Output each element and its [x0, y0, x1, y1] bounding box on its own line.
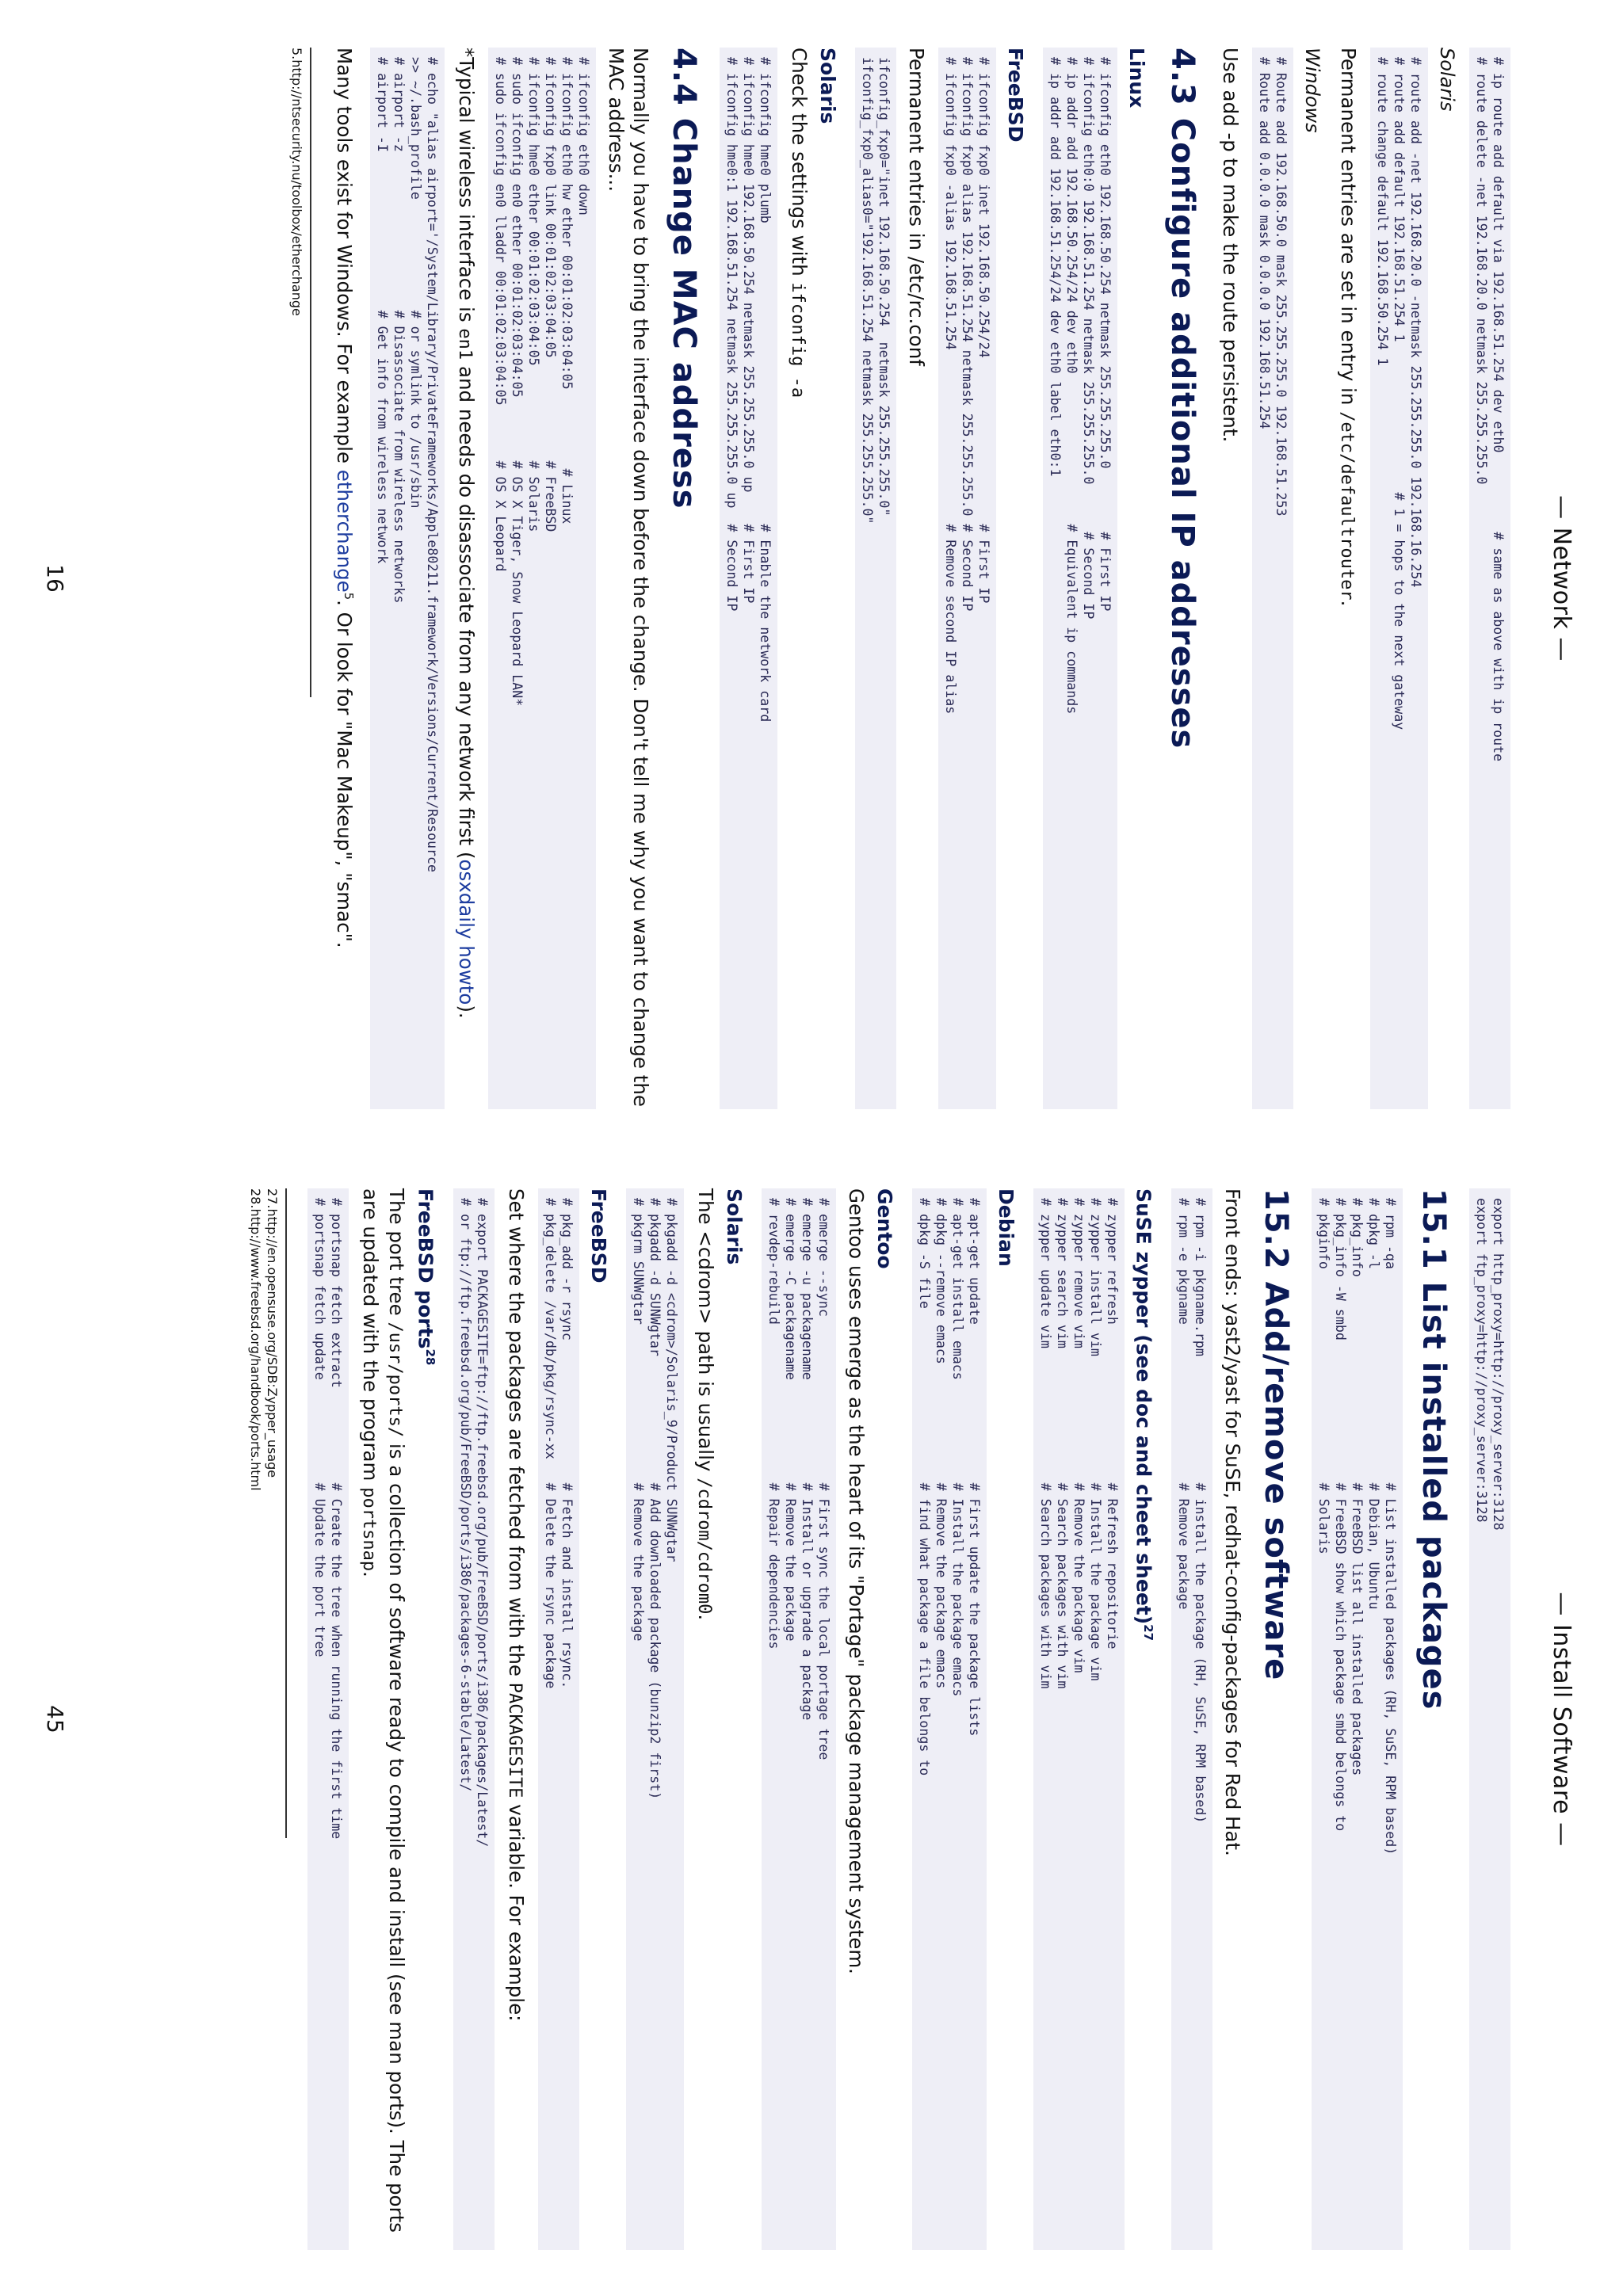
paragraph-cdrom: [692, 1188, 718, 2250]
code-block-portsnap: # portsnap fetch extract # Create the tree when running the first time # portsnap fetch update # Update the port tree: [307, 1188, 349, 2250]
subheading-solaris: Solaris: [722, 1188, 746, 1265]
running-head: — Install Software —: [1548, 1592, 1575, 1847]
text: The <cdrom> path is usually: [693, 1188, 717, 1478]
command-ifconfig: ifconfig -a: [788, 282, 808, 399]
subheading-freebsd: FreeBSD: [1004, 48, 1027, 143]
code-block-proxy: export http_proxy=http://proxy_server:3128 export ftp_proxy=http://proxy_server:3128: [1469, 1188, 1510, 2250]
var-packagesite: PACKAGESITE: [504, 1682, 525, 1798]
paragraph-persistent: Use add -p to make the route persistent.: [1219, 48, 1242, 443]
code-block-linux-ip: # ifconfig eth0 192.168.50.254 netmask 255.255.255.0 # First IP # ifconfig eth0:0 192.168.51.254 netmask 255.255.255.0 # Second IP # ip addr add 192.168.50.254/24 dev eth0 # Equivalent ip commands # ip addr add 192.168.51.254/24 dev eth0 label eth0:1: [1043, 48, 1117, 1109]
code-block-mac: # ifconfig eth0 down # ifconfig eth0 hw ether 00:01:02:03:04:05 # Linux # ifconfig fxp0 link 00:01:02:03:04:05 # FreeBSD # ifconfig hme0 ether 00:01:02:03:04:05 # Solaris # sudo ifconfig en0 ether 00:01:02:03:04:05 # OS X Tiger, Snow Leopard LAN* # sudo ifconfig en0 lladdr 00:01:02:03:04:05 # OS X Leopard: [488, 48, 596, 1109]
footnote-rule: [310, 48, 311, 697]
paragraph-wireless: [453, 48, 479, 1109]
code-block-solaris-pkg: # pkgadd -d <cdrom>/Solaris_9/Product SUNWgtar # pkgadd -d SUNWgtar # Add downloaded package (bunzip2 first) # pkgrm SUNWgtar # Remove the package: [626, 1188, 684, 2250]
paragraph-tools: [332, 48, 361, 1109]
text: Many tools exist for Windows. For example: [332, 48, 356, 470]
code-block-packagesite: # export PACKAGESITE=ftp://ftp.freebsd.org/pub/FreeBSD/ports/i386/packages/Latest/ # or ftp://ftp.freebsd.org/pub/FreeBSD/ports/i386/packages-6-stable/Latest/: [453, 1188, 495, 2250]
paragraph-ports: [357, 1188, 409, 2250]
section-title-4-3: 4.3 Configure additional IP addresses: [1164, 48, 1201, 749]
code-block-solaris-ip: # ifconfig hme0 plumb # Enable the network card # ifconfig hme0 192.168.50.254 netmask 255.255.255.0 up # First IP # ifconfig hme0:1 192.168.51.254 netmask 255.255.255.0 up # Second IP: [720, 48, 777, 1109]
footnote-5: 5.http://ntsecurity.nu/toolbox/etherchange: [288, 48, 304, 316]
text: SuSE zypper (see doc and cheet sheet): [1132, 1188, 1155, 1625]
section-title-15-1: 15.1 List installed packages: [1415, 1188, 1452, 1711]
footnote-27: 27.http://en.opensuse.org/SDB:Zypper_usage: [265, 1188, 281, 1478]
subheading-solaris-2: Solaris: [816, 48, 839, 124]
osxdaily-link[interactable]: osxdaily howto: [455, 859, 478, 1005]
running-head: — Network —: [1548, 495, 1575, 662]
code-block-freebsd-ip: # ifconfig fxp0 inet 192.168.50.254/24 # First IP # ifconfig fxp0 alias 192.168.51.254 netmask 255.255.255.0 # Second IP # ifconfig fxp0 -alias 192.168.51.254 # Remove second IP alias: [938, 48, 996, 1109]
code-block-debian: # apt-get update # First update the package lists # apt-get install emacs # Install the package emacs # dpkg --remove emacs # Remove the package emacs # dpkg -S file # find what package a file belongs to: [912, 1188, 987, 2250]
footnote-rule: [285, 1188, 287, 1838]
path-ports: /usr/ports/: [385, 1322, 406, 1438]
subheading-gentoo: Gentoo: [873, 1188, 896, 1269]
page-number: 45: [42, 1705, 68, 1733]
program-portsnap: portsnap: [359, 1487, 380, 1572]
footnote-marker: 5: [342, 592, 355, 601]
text: variable. For example:: [504, 1798, 528, 2022]
text: .: [359, 1571, 383, 1577]
text: .: [1337, 600, 1360, 607]
code-block-rpm: # rpm -i pkgname.rpm # install the package (RH, SuSE, RPM based) # rpm -e pkgname # Remove package: [1171, 1188, 1212, 2250]
subheading-linux: Linux: [1125, 48, 1148, 109]
path-cdrom: /cdrom/cdrom0: [693, 1478, 714, 1615]
footnote-marker: 27: [1141, 1624, 1155, 1642]
code-block-ip-route: # ip route add default via 192.168.51.254 dev eth0 # same as above with ip route # route delete -net 192.168.20.0 netmask 255.255.255.0: [1469, 48, 1510, 1109]
subheading-solaris: Solaris: [1436, 48, 1458, 112]
text: Check the settings with: [788, 48, 811, 283]
section-title-15-2: 15.2 Add/remove software: [1258, 1188, 1294, 1681]
code-block-airport: # echo "alias airport='/System/Library/PrivateFrameworks/Apple80211.framework/Versions/Current/Resource >> ~/.bash_profile # or symlink to /usr/sbin # airport -z # Disassociate from wireless networks # airport -I # Get info from wireless network: [370, 48, 445, 1109]
paragraph-mac: Normally you have to bring the interface down before the change. Don't tell me why you want to change the MAC address...: [605, 48, 652, 1107]
paragraph-rcconf: Permanent entries in /etc/rc.conf: [905, 48, 928, 366]
text: and needs do disassociate from any network first (: [455, 360, 478, 860]
paragraph-gentoo: Gentoo uses emerge as the heart of its "Portage" package management system.: [844, 1188, 868, 1974]
code-block-freebsd-pkg: # pkg_add -r rsync # Fetch and install rsync. # pkg_delete /var/db/pkg/rsync-xx # Delete the rsync package: [538, 1188, 579, 2250]
code-block-zypper: # zypper refresh # Refresh repositorie # zypper install vim # Install the package vim # zypper remove vim # Remove the package vim # zypper search vim # Search packages with vim # zypper update vim # Search packages with vim: [1033, 1188, 1125, 2250]
paragraph-frontends: Front ends: yast2/yast for SuSE, redhat-config-packages for Red Hat.: [1221, 1188, 1244, 1856]
text: .: [693, 1614, 717, 1621]
text: Set where the packages are fetched from with the: [504, 1188, 528, 1683]
paragraph-defaultrouter: [1335, 48, 1361, 1109]
subheading-freebsd-ports: [414, 1188, 437, 2250]
text: *Typical wireless interface is: [455, 48, 478, 329]
page-number: 16: [42, 564, 68, 593]
etherchange-link[interactable]: etherchange: [332, 469, 356, 593]
subheading-windows: Windows: [1301, 48, 1323, 133]
interface-en1: en1: [455, 328, 475, 360]
code-block-gentoo: # emerge --sync # First sync the local portage tree # emerge -u packagename # Install or upgrade a package # emerge -C packagename # Remove the package # revdep-rebuild # Repair dependencies: [762, 1188, 836, 2250]
footnote-marker: 28: [422, 1348, 437, 1366]
text: is a collection of software ready to compile and install (see man ports). The ports are updated with the program: [359, 1188, 409, 2233]
page-content: [247, 1188, 1518, 2250]
code-block-list-packages: # rpm -qa # List installed packages (RH, SuSE, RPM based) # dpkg -l # Debian, Ubuntu # pkg_info # FreeBSD list all installed packages # pkg_info -W smbd # FreeBSD show which package smbd belongs to # pkginfo # Solaris: [1312, 1188, 1403, 2250]
subheading-debian: Debian: [994, 1188, 1018, 1267]
page-content: [288, 48, 1518, 1109]
footnote-28: 28.http://www.freebsd.org/handbook/ports.html: [248, 1188, 264, 1491]
code-block-solaris-route: # route add -net 192.168.20.0 -netmask 255.255.255.0 192.168.16.254 # route add default 192.168.51.254 1 # 1 = hops to the next gateway # route change default 192.168.50.254 1: [1370, 48, 1428, 1109]
paragraph-check-settings: [785, 48, 812, 1109]
page-network: [0, 48, 1623, 1109]
paragraph-packagesite: [502, 1188, 529, 2250]
text: . Or look for "Mac Makeup", "smac".: [332, 600, 356, 948]
section-title-4-4: 4.4 Change MAC address: [666, 48, 702, 509]
code-block-windows-route: # Route add 192.168.50.0 mask 255.255.255.0 192.168.51.253 # Route add 0.0.0.0 mask 0.0.0.0 192.168.51.254: [1252, 48, 1293, 1109]
page-install-software: [0, 1188, 1623, 2250]
text: FreeBSD ports: [414, 1188, 437, 1349]
subheading-freebsd: FreeBSD: [586, 1188, 610, 1283]
text: The port tree: [385, 1188, 409, 1322]
text: Permanent entries are set in entry in: [1337, 48, 1360, 412]
subheading-suse-zypper: [1132, 1188, 1155, 2250]
path-defaultrouter: /etc/defaultrouter: [1337, 411, 1357, 601]
code-block-rcconf: ifconfig_fxp0="inet 192.168.50.254 netmask 255.255.255.0" ifconfig_fxp0_alias0="192.168.51.254 netmask 255.255.255.0": [855, 48, 896, 1109]
text: ).: [455, 1005, 478, 1019]
